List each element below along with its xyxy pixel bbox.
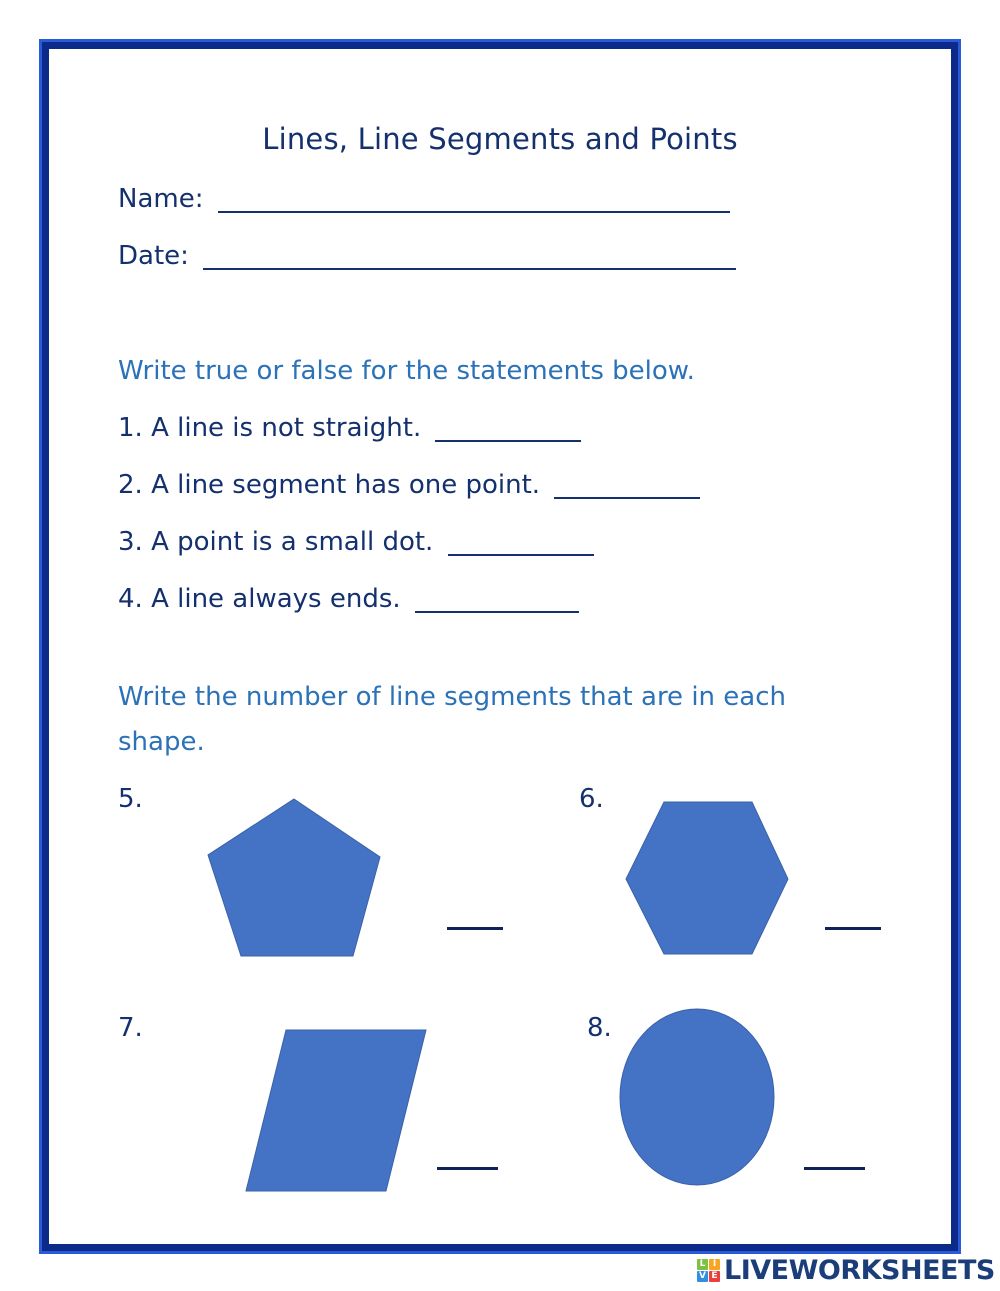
question-1 [118, 413, 581, 443]
hexagon-shape [623, 800, 791, 956]
question-text: 4. A line always ends. [118, 584, 401, 614]
answer-field-5[interactable] [447, 905, 503, 930]
worksheet-page [49, 49, 951, 1244]
parallelogram-shape [244, 1028, 430, 1194]
section2-instruction-line2: shape. [118, 727, 205, 757]
section2-instruction-line1: Write the number of line segments that are in each [118, 682, 786, 712]
answer-field-1[interactable] [435, 418, 581, 442]
pentagon-shape [205, 797, 385, 959]
date-label: Date: [118, 241, 189, 271]
answer-field-2[interactable] [554, 475, 700, 499]
question-2 [118, 470, 700, 500]
answer-field-7[interactable] [437, 1145, 498, 1170]
item-number-7: 7. [118, 1013, 143, 1043]
answer-field-8[interactable] [804, 1145, 865, 1170]
answer-field-6[interactable] [825, 905, 881, 930]
item-number-8: 8. [587, 1013, 612, 1043]
name-field[interactable] [218, 189, 730, 213]
logo-tiles-icon: L I V E [697, 1259, 720, 1282]
section1-instruction: Write true or false for the statements below. [118, 356, 695, 386]
item-number-6: 6. [579, 784, 604, 814]
logo-text: LIVEWORKSHEETS [724, 1254, 995, 1286]
question-text: 3. A point is a small dot. [118, 527, 434, 557]
oval-shape [618, 1007, 778, 1189]
item-number-5: 5. [118, 784, 143, 814]
answer-field-3[interactable] [448, 532, 594, 556]
question-text: 2. A line segment has one point. [118, 470, 541, 500]
question-4 [118, 584, 579, 614]
liveworksheets-logo [697, 1255, 995, 1285]
date-field[interactable] [203, 246, 736, 270]
question-text: 1. A line is not straight. [118, 413, 422, 443]
name-label: Name: [118, 184, 204, 214]
answer-field-4[interactable] [415, 589, 579, 613]
date-row [118, 241, 736, 271]
worksheet-title: Lines, Line Segments and Points [262, 122, 738, 156]
name-row [118, 184, 730, 214]
question-3 [118, 527, 594, 557]
